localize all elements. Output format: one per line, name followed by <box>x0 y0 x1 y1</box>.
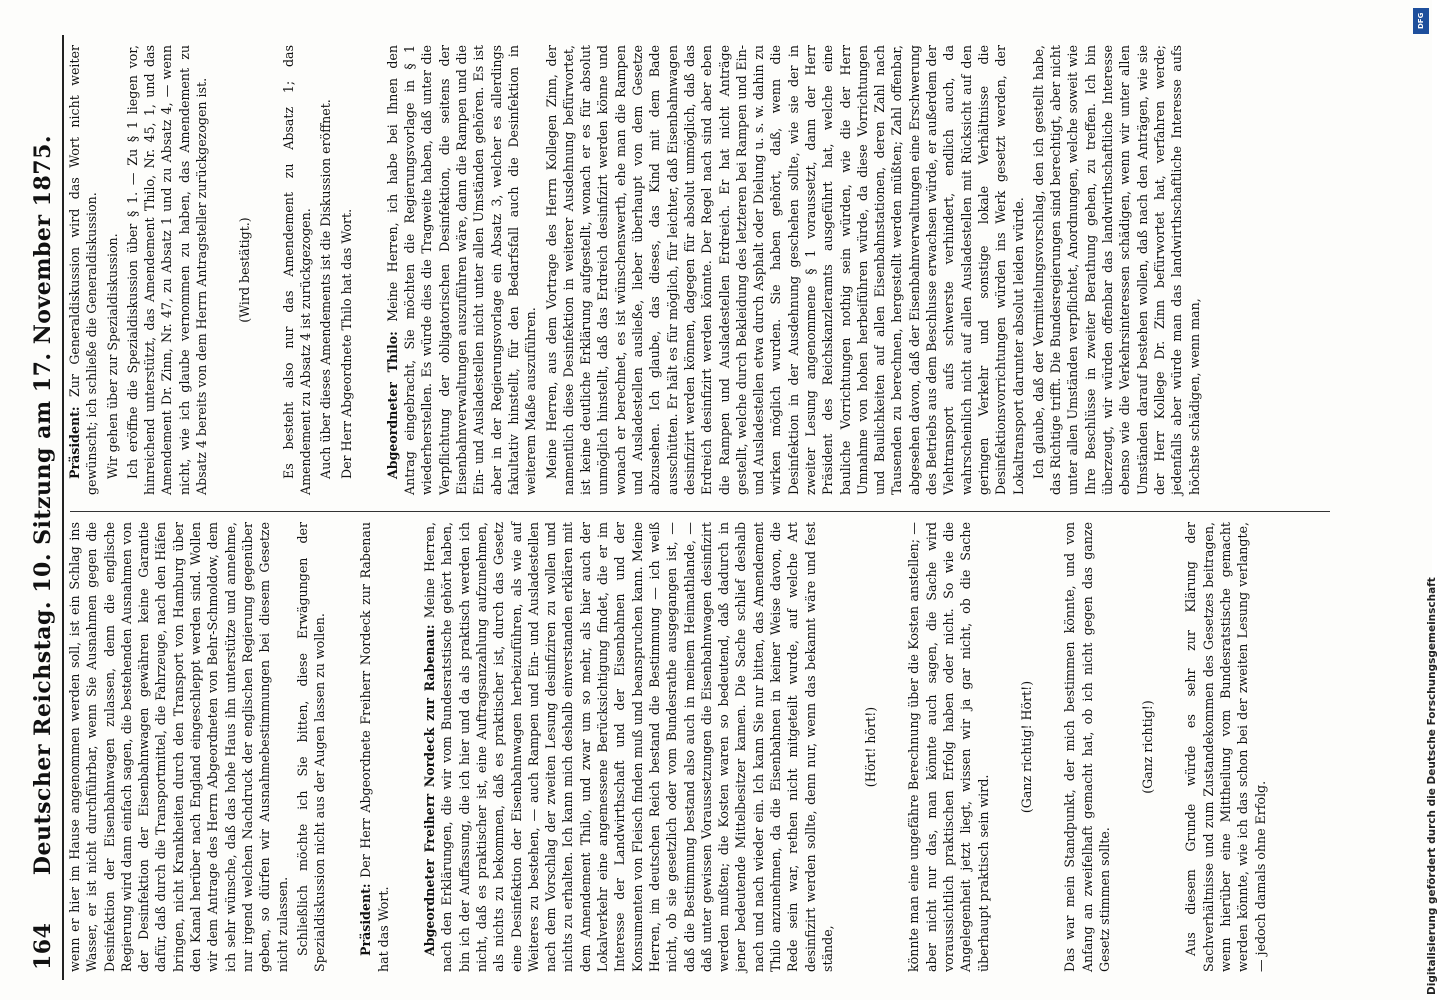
paragraph <box>124 45 210 495</box>
paragraph <box>317 45 334 495</box>
paragraph <box>384 45 540 495</box>
paragraph <box>66 522 291 972</box>
speaker-name: Abgeordneter Thilo: <box>384 331 400 479</box>
speaker-name: Abgeordneter Freiherr Nordeck zur Rabenau: <box>422 624 438 956</box>
dfg-logo: DFG <box>1413 8 1429 34</box>
paragraph-text: Schließlich möchte ich Sie bitten, diese Erwägungen der Spezialdiskussion nicht aus der Augen lassen zu wollen. <box>294 522 328 972</box>
paragraph-gap <box>331 522 357 972</box>
paragraph-gap <box>358 45 384 495</box>
interjection: (Hört! hört!) <box>863 706 879 788</box>
paragraph-text: Es besteht also nur das Amendement zu Absatz 1; das Amendement zu Absatz 4 ist zurückgezogen. <box>280 45 313 495</box>
column-divider <box>70 511 1330 512</box>
paragraph-text: Ich eröffne die Spezialdiskussion über § 1. — Zu § 1 liegen vor, hinreichend unterstützt, das Amendement Thilo, Nr. 45, 1, und das Amendement Dr. Zinn, Nr. 47, zu Absatz 1 und zu Absatz 4, — wenn nicht, wie ich glaube vernommen zu haben, das Amendement zu Absatz 4 bereits von dem Herrn Antragsteller zurückgezogen ist. <box>124 45 210 495</box>
paragraph-text: Meine Herren, nach den Erklärungen, die wir vom Bundesratstische gehört haben, bin ich der Auffassung, die ich hier und da als praktisch werden ich nicht, daß es praktischer ist, eine Auftragsanzahlung aufzunehmen, als nichts zu bekommen, daß es praktischer ist, durch das Gesetz eine Desinfektion der Eisenbahnwagen herbeizuführen, als wie auf Weiteres zu bestehen, — auch Rampen und Ein- und Ausladestellen nach dem Vorschlag der zweiten Lesung desinfiziren zu wollen und nichts zu erhalten. Ich kann mich deshalb einverstanden erklären mit dem Amendement Thilo, und zwar um so mehr, als hier auch der Lokalverkehr eine angemessene Berücksichtigung findet, die er im Interesse der Landwirthschaft und der Eisenbahnen und der Konsumenten von Fleisch finden muß und beanspruchen kann. Meine Herren, im deutschen Reich bestand die Bestimmung — ich weiß nicht, ob sie gesetzlich oder vom Bundesrathe ausgegangen ist, — daß die Bestimmung bestand also auch in meinem Heimathlande, — daß unter gewissen Voraussetzungen die Eisenbahnwagen desinfizirt werden mußten; die Kosten waren so bedeutend, daß dadurch in jener bedeutende Mittelbesitzer kamen. Die Sache schlief deshalb nach und nach wieder ein. Ich kann Sie nur bitten, das Amendement Thilo anzunehmen, da die Eisenbahnen in keiner Weise davon, die Rede sein war, rethen nicht mitgeteilt wurde, auf welche Art desinfizirt werden sollte, denn nur, wenn das bekannt wäre und fest stände, <box>422 522 835 972</box>
paragraph-text: wenn er hier im Hause angenommen werden soll, ist ein Schlag ins Wasser, er ist nicht durchführbar, wenn Sie Ausnahmen gegen die Desinfektion der Eisenbahnwagen zulassen, denn die englische Regierung wird dann einfach sagen, die bestehenden Ausnahmen von der Desinfektion der Eisenbahnwagen gewähren keine Garantie dafür, daß durch die Transportmittel, die Fahrzeuge, nach den Häfen bringen, nicht Krankheiten durch den Transport von Hamburg über den Kanal herüber nach England eingeschleppt werden sind. Wollen wir dem Antrage des Herrn Abgeordneten von Behr-Schmoldow, dem ich sehr wünsche, daß das hohe Haus ihn unterstütze und annehme, nur irgend welchen Nachdruck der englischen Regierung gegenüber geben, so dürfen wir Ausnahmebestimmungen bei diesem Gesetze nicht zulassen. <box>67 522 290 972</box>
header-rule <box>62 35 64 980</box>
footer-credit: Digitalisierung gefördert durch die Deutsche Forschungsgemeinschaft <box>1426 577 1438 995</box>
paragraph <box>1030 45 1203 495</box>
paragraph <box>66 45 101 495</box>
paragraph <box>357 522 392 972</box>
paragraph-text: könnte man eine ungefähre Berechnung über die Kosten anstellen; — aber nicht nur das, man könnte auch sagen, die Sache wird voraussichtlich praktischen Erfolg haben oder nicht. So wie die Angelegenheit jetzt liegt, wissen wir ja gar nicht, ob die Sache überhaupt praktisch sein wird. <box>906 522 991 972</box>
interjection: (Ganz richtig! Hört!) <box>1018 680 1034 814</box>
right-column <box>66 45 1336 495</box>
page-number: 164 <box>30 922 56 970</box>
paragraph-text: Ich glaube, daß der Vermittelungsvorschlag, den ich gestellt habe, das Richtige trifft. Die Bundesregierungen sind berechtigt, aber nicht unter allen Umständen verpflichtet, Anordnungen, welche soweit wie Ihre Beschlüsse in zweiter Berathung gehen, zu treffen. Ich bin überzeugt, wir würden offenbar das landwirthschaftliche Interesse ebenso wie die Verkehrsinteressen schädigen, wenn wir unter allen Umständen darauf bestehen wollen, daß nach den Anträgen, wie sie der Herr Kollege Dr. Zinn befürwortet hat, verfahren werde; jedenfalls aber würde man das landwirthschaftliche Interesse aufs höchste schädigen, wenn man, <box>1030 45 1202 495</box>
left-column <box>66 522 1336 972</box>
paragraph-text: Wir gehen über zur Spezialdiskussion. <box>104 233 120 479</box>
speaker-name: Präsident: <box>67 406 82 479</box>
paragraph-text: Aus diesem Grunde würde es sehr zur Klärung der Sachverhältnisse und zum Zustandekommen des Gesetzes beitragen, wenn hierüber eine Mittheilung vom Bundesratstische gemacht werden könnte, wie ich das schon bei der zweiten Lesung verlangte, — jedoch damals ohne Erfolg. <box>1183 522 1268 972</box>
paragraph <box>543 45 1027 495</box>
paragraph <box>280 45 315 495</box>
paragraph <box>338 45 355 495</box>
paragraph-gap <box>395 522 421 972</box>
paragraph-text: Auch über dieses Amendements ist die Diskussion eröffnet. <box>318 99 334 479</box>
paragraph <box>1061 522 1113 972</box>
speaker-name: Präsident: <box>358 883 374 956</box>
paragraph <box>905 522 991 972</box>
paragraph-text: Meine Herren, ich habe bei Ihnen den Antrag eingebracht, Sie möchten die Regierungsvorlage in § 1 wiederherstellen. Es würde dies die Tragweite haben, daß unter die Verpflichtung der obligatorischen Desinfektion, die seitens der Eisenbahnverwaltungen auszuführen wäre, dann die Rampen und die Ein- und Ausladestellen nicht unter allen Umständen gehören. Es ist aber in der Regierungsvorlage ein Absatz 3, welcher es allerdings fakultativ hinstellt, für den Bedarfsfall auch die Desinfektion in weiterem Maße auszuführen. <box>384 45 539 495</box>
paragraph <box>294 522 329 972</box>
page-header <box>22 40 62 970</box>
interjection: (Wird bestätigt.) <box>237 217 253 323</box>
paragraph <box>104 45 121 495</box>
paragraph-text: Meine Herren, aus dem Vortrage des Herrn Kollegen Zinn, der namentlich diese Desinfektion in weiterer Ausdehnung befürwortet, ist keine deutliche Erklärung aufgestellt, wonach er es für absolut unmöglich hinstellt, daß das Erdreich desinfizirt werden könne und wonach er berechnet, es ist wünschenswerth, ehe man die Rampen und Ausladestellen ausließe, lieber überhaupt von dem Gesetze abzusehen. Ich glaube, das dieses, das Kind mit dem Bade ausschütten. Er hält es für möglich, für leichter, daß Eisenbahnwagen desinfizirt werden können, dagegen für absolut unmöglich, daß das Erdreich desinfizirt werden könnte. Der Regel nach sind aber eben die Rampen und Ausladestellen Erdreich. Er hat nicht Anträge gestellt, welche durch Bekleidung des letzteren bei Rampen und Ein- und Ausladestellen etwa durch Asphalt oder Dielung u. s. w. dahin zu wirken möglich wurden. Sie haben gehört, daß, wenn die Desinfektion in der Ausdehnung geschehen sollte, wie sie der in zweiter Lesung angenommene § 1 voraussetzt, dann der Herr Präsident des Reichskanzleramts ausgeführt hat, welche eine bauliche Vorrichtungen nothig sein würden, wie die der Herr Umnahme von hohen herbeiführen würde, da diese Vorrichtungen und Baulichkeiten auf allen Eisenbahnstationen, deren Zahl nach Tausenden zu berechnen, hergestellt werden müßten; Zahl offenbar, abgesehen davon, daß der Eisenbahnverwaltungen eine Erschwerung des Betriebs aus dem Beschlusse erwachsen würde, er außerdem der Viehtransport aufs schwerste verhindert, endlich auch, da wahrscheinlich nicht auf allen Ausladestellen mit Rücksicht auf den geringen Verkehr und sonstige lokale Verhältnisse die Desinfektionsvorrichtungen würden ins Werk gesetzt werden, der Lokaltransport darunter absolut leiden würde. <box>543 45 1026 495</box>
paragraph <box>421 522 836 972</box>
paragraph-text: Der Herr Abgeordnete Thilo hat das Wort. <box>338 208 354 479</box>
paragraph <box>1182 522 1268 972</box>
paragraph-text: Das war mein Standpunkt, der mich bestimmen könnte, und von Anfang an zweifelhaft gemacht hat, ob ich nicht gegen das ganze Gesetz stimmen sollte. <box>1062 522 1112 972</box>
interjection: (Ganz richtig!) <box>1140 700 1156 794</box>
paragraph-text: Der Herr Abgeordnete Freiherr Nordeck zur Rabenau hat das Wort. <box>358 522 391 972</box>
paragraph-text: Zur Generaldiskussion wird das Wort nicht weiter gewünscht; ich schließe die Generaldiskussion. <box>67 45 100 495</box>
page-title: Deutscher Reichstag. 10. Sitzung am 17. November 1875. <box>30 134 56 876</box>
